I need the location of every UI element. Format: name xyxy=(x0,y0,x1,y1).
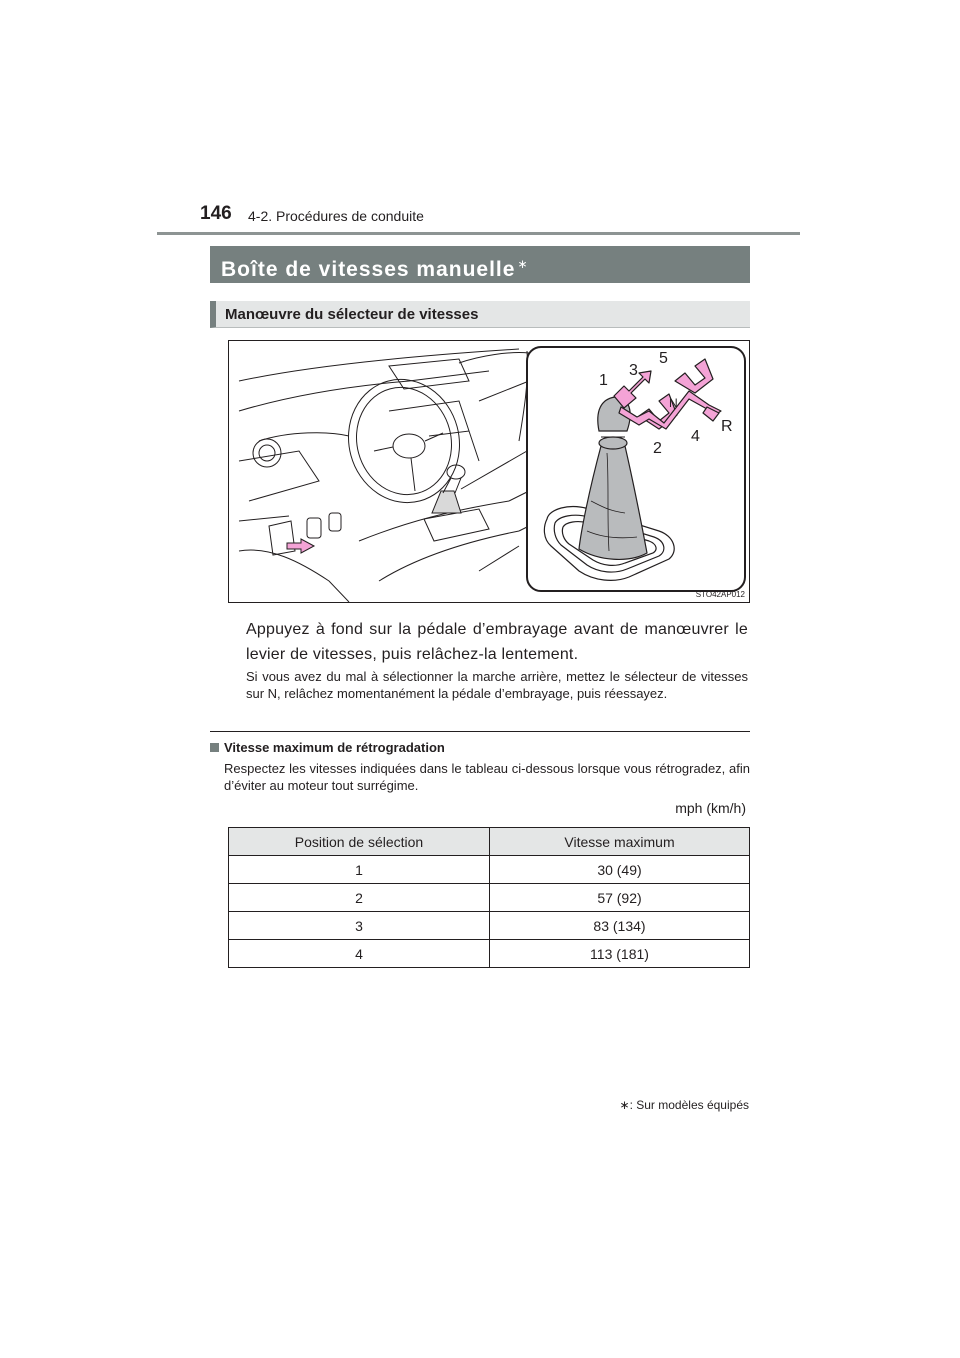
square-bullet-icon xyxy=(210,743,219,752)
speed-unit: mph (km/h) xyxy=(675,800,746,816)
gear-label-r: R xyxy=(721,418,733,435)
table-row xyxy=(229,912,750,940)
cell-position: 3 xyxy=(229,912,490,940)
reverse-note: Si vous avez du mal à sélectionner la marche arrière, mettez le sélecteur de vitesses sur N, relâchez momentanément la pédale d’embrayage, puis réessayez. xyxy=(246,669,748,701)
table-row xyxy=(229,884,750,912)
header-rule xyxy=(157,232,800,235)
gear-label-1: 1 xyxy=(599,372,608,389)
downshift-heading-text: Vitesse maximum de rétrogradation xyxy=(224,740,445,755)
cell-position: 4 xyxy=(229,940,490,968)
gear-label-2: 2 xyxy=(653,440,662,457)
cell-speed: 57 (92) xyxy=(490,884,750,912)
cockpit-drawing xyxy=(229,341,749,602)
cell-speed: 30 (49) xyxy=(490,856,750,884)
instruction-text: Appuyez à fond sur la pédale d’embrayage avant de manœuvrer le levier de vitesses, puis relâchez-la lentement. xyxy=(246,621,748,663)
downshift-text: Respectez les vitesses indiquées dans le tableau ci-dessous lorsque vous rétrogradez, afin d’éviter au moteur tout surrégime. xyxy=(224,761,750,793)
gear-label-3: 3 xyxy=(629,362,638,379)
table-row xyxy=(229,940,750,968)
gear-label-5: 5 xyxy=(659,350,668,367)
table-header-row xyxy=(229,828,750,856)
page-number: 146 xyxy=(200,203,232,224)
downshift-heading xyxy=(210,740,445,755)
table-row xyxy=(229,856,750,884)
downshift-speed-table xyxy=(228,827,750,968)
column-header-speed: Vitesse maximum xyxy=(490,828,750,856)
cell-position: 2 xyxy=(229,884,490,912)
section-title: Boîte de vitesses manuelle xyxy=(221,258,516,281)
gear-label-n: N xyxy=(669,396,678,410)
equipped-mark: ∗ xyxy=(517,257,529,271)
section-title-band xyxy=(210,246,750,283)
subsection-title: Manœuvre du sélecteur de vitesses xyxy=(210,301,750,328)
chapter-title: 4-2. Procédures de conduite xyxy=(248,208,424,224)
section-divider xyxy=(210,731,750,732)
cell-speed: 113 (181) xyxy=(490,940,750,968)
cell-speed: 83 (134) xyxy=(490,912,750,940)
gear-shift-illustration xyxy=(228,340,750,603)
column-header-position: Position de sélection xyxy=(229,828,490,856)
footnote: ∗: Sur modèles équipés xyxy=(619,1098,749,1112)
gear-label-4: 4 xyxy=(691,428,700,445)
illustration-code: STO42AP012 xyxy=(695,590,745,599)
cell-position: 1 xyxy=(229,856,490,884)
